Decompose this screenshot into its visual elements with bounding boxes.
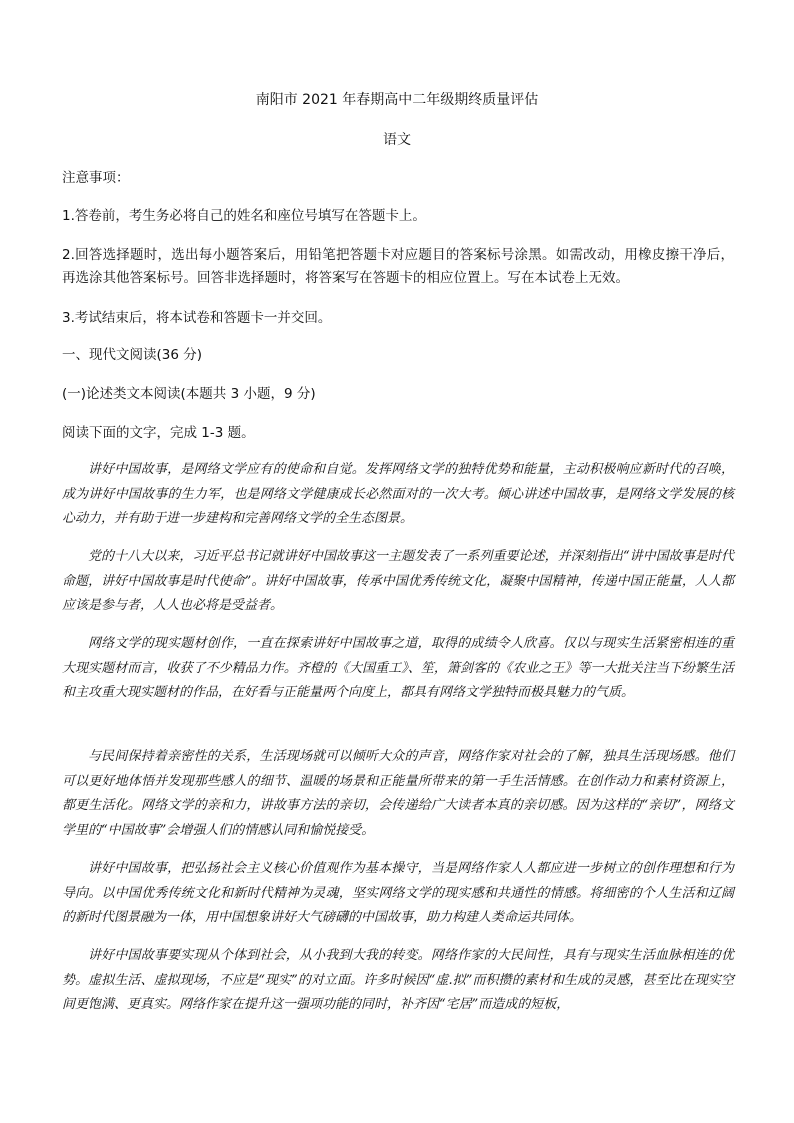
subject-title: 语文: [383, 132, 411, 148]
note-item: 2.回答选择题时，选出每小题答案后，用铅笔把答题卡对应题目的答案标号涂黑。如需改动，用橡皮擦干净后，再选涂其他答案标号。回答非选择题时，将答案写在答题卡的相应位置上。写在本试卷上无效。: [62, 247, 734, 286]
passage-paragraph: 讲好中国故事，把弘扬社会主义核心价值观作为基本操守，当是网络作家人人都应进一步树立的创作理想和行为导向。以中国优秀传统文化和新时代精神为灵魂，坚实网络文学的现实感和共通性的情感。将细密的个人生活和辽阔的新时代图景融为一体，用中国想象讲好大气磅礴的中国故事，助力构建人类命运共同体。: [62, 861, 734, 925]
note-item: 1.答卷前，考生务必将自己的姓名和座位号填写在答题卡上。: [62, 208, 426, 224]
exam-title: 南阳市 2021 年春期高中二年级期终质量评估: [255, 92, 539, 108]
note-item: 3.考试结束后，将本试卷和答题卡一并交回。: [62, 310, 332, 326]
passage-paragraph: 讲好中国故事要实现从个体到社会，从小我到大我的转变。网络作家的大民间性，具有与现实生活血脉相连的优势。虚拟生活、虚拟现场，不应是“现实”的对立面。许多时候因“虚.拟”而积攒的素材和生成的灵感，甚至比在现实空间更饱满、更真实。网络作家在提升这一强项功能的同时，补齐因“宅居”而造成的短板，: [62, 948, 734, 1012]
passage-paragraph: 党的十八大以来，习近平总书记就讲好中国故事这一主题发表了一系列重要论述，并深刻指出“讲中国故事是时代命题，讲好中国故事是时代使命”。讲好中国故事，传承中国优秀传统文化，凝聚中国精神，传递中国正能量，人人都应该是参与者，人人也必将是受益者。: [62, 549, 734, 613]
reading-instruction: 阅读下面的文字，完成 1-3 题。: [62, 425, 255, 441]
notes-heading: 注意事项：: [62, 170, 130, 186]
section-heading: 一、现代文阅读(36 分): [62, 347, 203, 363]
passage-paragraph: 与民间保持着亲密性的关系，生活现场就可以倾听大众的声音，网络作家对社会的了解，独具生活现场感。他们可以更好地体悟并发现那些感人的细节、温暖的场景和正能量所带来的第一手生活情感。在创作动力和素材资源上，都更生活化。网络文学的亲和力，讲故事方法的亲切，会传递给广大读者本真的亲切感。因为这样的“亲切”，网络文学里的“中国故事”会增强人们的情感认同和愉悦接受。: [62, 749, 734, 838]
passage-paragraph: 网络文学的现实题材创作，一直在探索讲好中国故事之道，取得的成绩令人欣喜。仅以与现实生活紧密相连的重大现实题材而言，收获了不少精品力作。齐橙的《大国重工》、笙，箫剑客的《农业之王》等一大批关注当下纷繁生活和主攻重大现实题材的作品，在好看与正能量两个向度上，都具有网络文学独特而极具魅力的气质。: [62, 636, 734, 700]
subsection-heading: (一)论述类文本阅读(本题共 3 小题，9 分): [62, 386, 316, 402]
passage-paragraph: 讲好中国故事，是网络文学应有的使命和自觉。发挥网络文学的独特优势和能量，主动积极响应新时代的召唤，成为讲好中国故事的生力军，也是网络文学健康成长必然面对的一次大考。倾心讲述中国故事，是网络文学发展的核心动力，并有助于进一步建构和完善网络文学的全生态图景。: [62, 462, 734, 526]
